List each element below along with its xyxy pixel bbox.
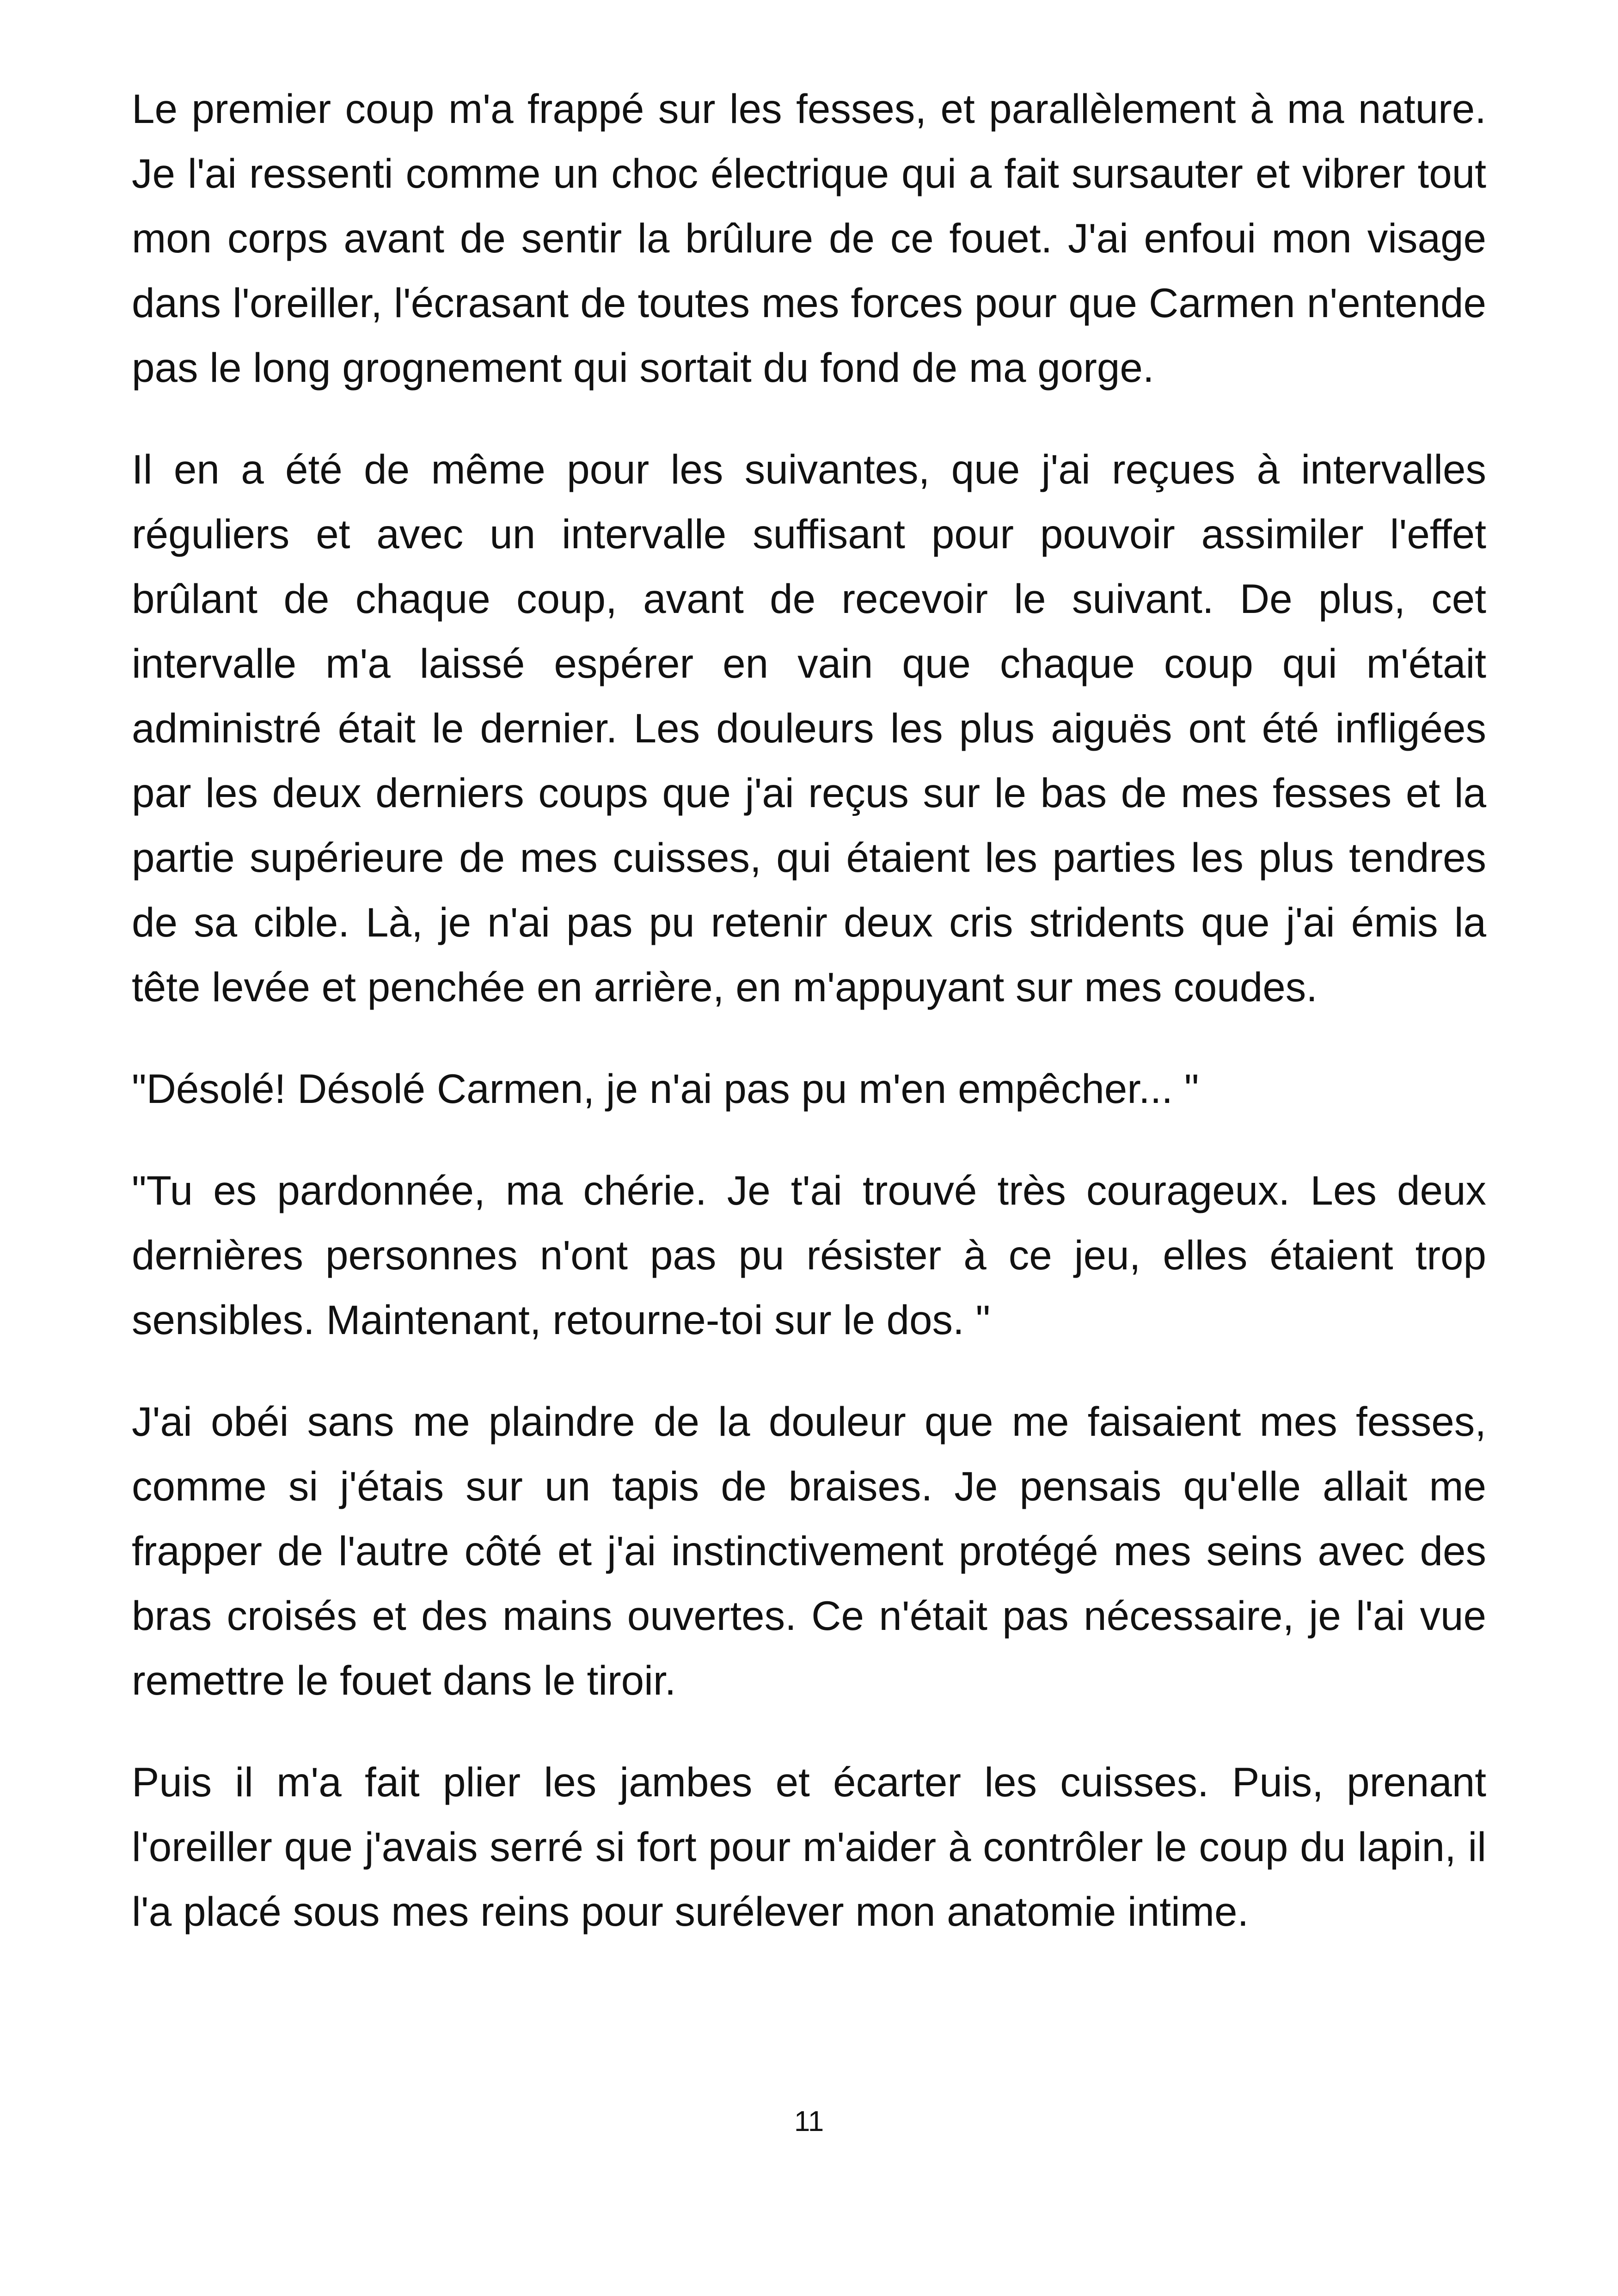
page-number: 11 [794,2106,824,2137]
paragraph: Le premier coup m'a frappé sur les fesses, et parallèlement à ma nature. Je l'ai ressenti comme un choc électrique qui a fait sursauter et vibrer tout mon corps avant de sentir la brûlure de ce fouet. J'ai enfoui mon visage dans l'oreiller, l'écrasant de toutes mes forces pour que Carmen n'entende pas le long grognement qui sortait du fond de ma gorge. [132,86,1486,391]
paragraph: J'ai obéi sans me plaindre de la douleur que me faisaient mes fesses, comme si j'étais sur un tapis de braises. Je pensais qu'elle allait me frapper de l'autre côté et j'ai instinctivement protégé mes seins avec des bras croisés et des mains ouvertes. Ce n'était pas nécessaire, je l'ai vue remettre le fouet dans le tiroir. [132,1398,1486,1703]
dialogue-paragraph: "Désolé! Désolé Carmen, je n'ai pas pu m'en empêcher... " [132,1065,1199,1112]
paragraph: Puis il m'a fait plier les jambes et écarter les cuisses. Puis, prenant l'oreiller que j'avais serré si fort pour m'aider à contrôler le coup du lapin, il l'a placé sous mes reins pour surélever mon anatomie intime. [132,1759,1486,1935]
paragraph: Il en a été de même pour les suivantes, que j'ai reçues à intervalles réguliers et avec un intervalle suffisant pour pouvoir assimiler l'effet brûlant de chaque coup, avant de recevoir le suivant. De plus, cet intervalle m'a laissé espérer en vain que chaque coup qui m'était administré était le dernier. Les douleurs les plus aiguës ont été infligées par les deux derniers coups que j'ai reçus sur le bas de mes fesses et la partie supérieure de mes cuisses, qui étaient les parties les plus tendres de sa cible. Là, je n'ai pas pu retenir deux cris stridents que j'ai émis la tête levée et penchée en arrière, en m'appuyant sur mes coudes. [132,446,1486,1010]
dialogue-paragraph: "Tu es pardonnée, ma chérie. Je t'ai trouvé très courageux. Les deux dernières personnes n'ont pas pu résister à ce jeu, elles étaient trop sensibles. Maintenant, retourne-toi sur le dos. " [132,1167,1486,1343]
body-text [132,76,1486,1981]
